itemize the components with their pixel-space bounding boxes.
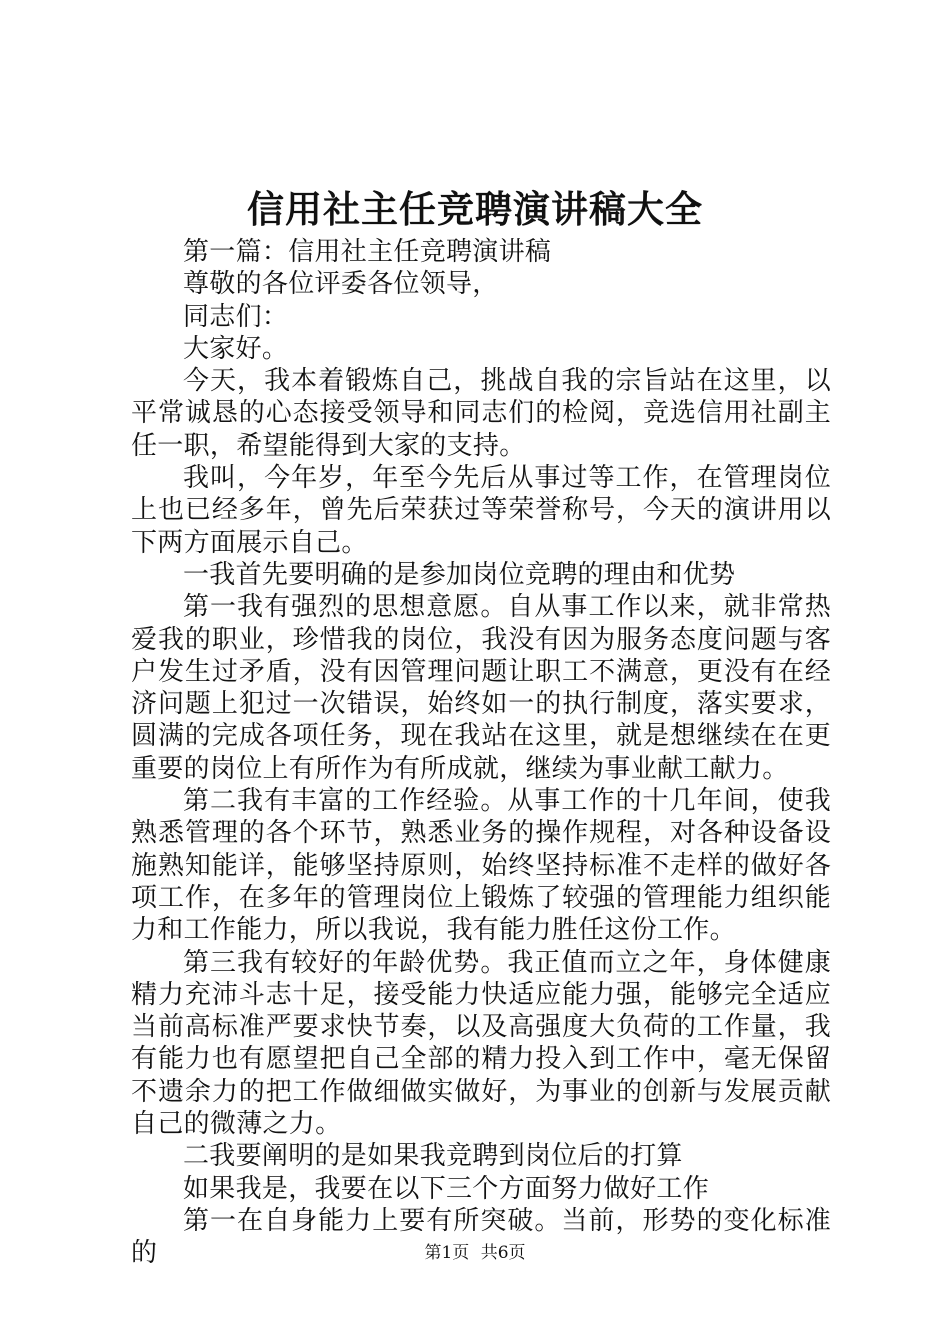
paragraph: 第一篇：信用社主任竞聘演讲稿 (183, 237, 552, 267)
page-footer: 第1页 共6页 (424, 1243, 526, 1263)
section-heading: 一我首先要明确的是参加岗位竞聘的理由和优势 (183, 559, 736, 590)
paragraph: 第三我有较好的年龄优势。我正值而立之年，身体健康精力充沛斗志十足，接受能力快适应能力强，能够完全适应当前高标准严要求快节奏，以及高强度大负荷的工作量，我有能力也有愿望把自己全部的精力投入到工作中，毫无保留不遗余力的把工作做细做实做好，为事业的创新与发展贡献自己的微薄之力。 (131, 947, 831, 1140)
section-heading: 二我要阐明的是如果我竞聘到岗位后的打算 (183, 1141, 683, 1172)
paragraph: 第一在自身能力上要有所突破。当前，形势的变化标准的 (131, 1205, 831, 1269)
document-body (131, 236, 831, 1270)
paragraph: 今天，我本着锻炼自己，挑战自我的宗旨站在这里，以平常诚恳的心态接受领导和同志们的检阅，竞选信用社副主任一职，希望能得到大家的支持。 (131, 366, 831, 461)
document-title: 信用社主任竞聘演讲稿大全 (247, 187, 703, 231)
paragraph: 大家好。 (183, 333, 289, 364)
paragraph: 同志们： (183, 301, 289, 332)
paragraph: 如果我是，我要在以下三个方面努力做好工作 (183, 1173, 710, 1204)
paragraph: 尊敬的各位评委各位领导， (183, 269, 499, 300)
paragraph: 我叫，今年岁，年至今先后从事过等工作，在管理岗位上也已经多年，曾先后荣获过等荣誉称号，今天的演讲用以下两方面展示自己。 (131, 463, 831, 558)
paragraph: 第一我有强烈的思想意愿。自从事工作以来，就非常热爱我的职业，珍惜我的岗位，我没有因为服务态度问题与客户发生过矛盾，没有因管理问题让职工不满意，更没有在经济问题上犯过一次错误，始终如一的执行制度，落实要求，圆满的完成各项任务，现在我站在这里，就是想继续在在更重要的岗位上有所作为有所成就，继续为事业献工献力。 (131, 592, 831, 784)
paragraph: 第二我有丰富的工作经验。从事工作的十几年间，使我熟悉管理的各个环节，熟悉业务的操作规程，对各种设备设施熟知能详，能够坚持原则，始终坚持标准不走样的做好各项工作，在多年的管理岗位上锻炼了较强的管理能力组织能力和工作能力，所以我说，我有能力胜任这份工作。 (131, 786, 831, 946)
